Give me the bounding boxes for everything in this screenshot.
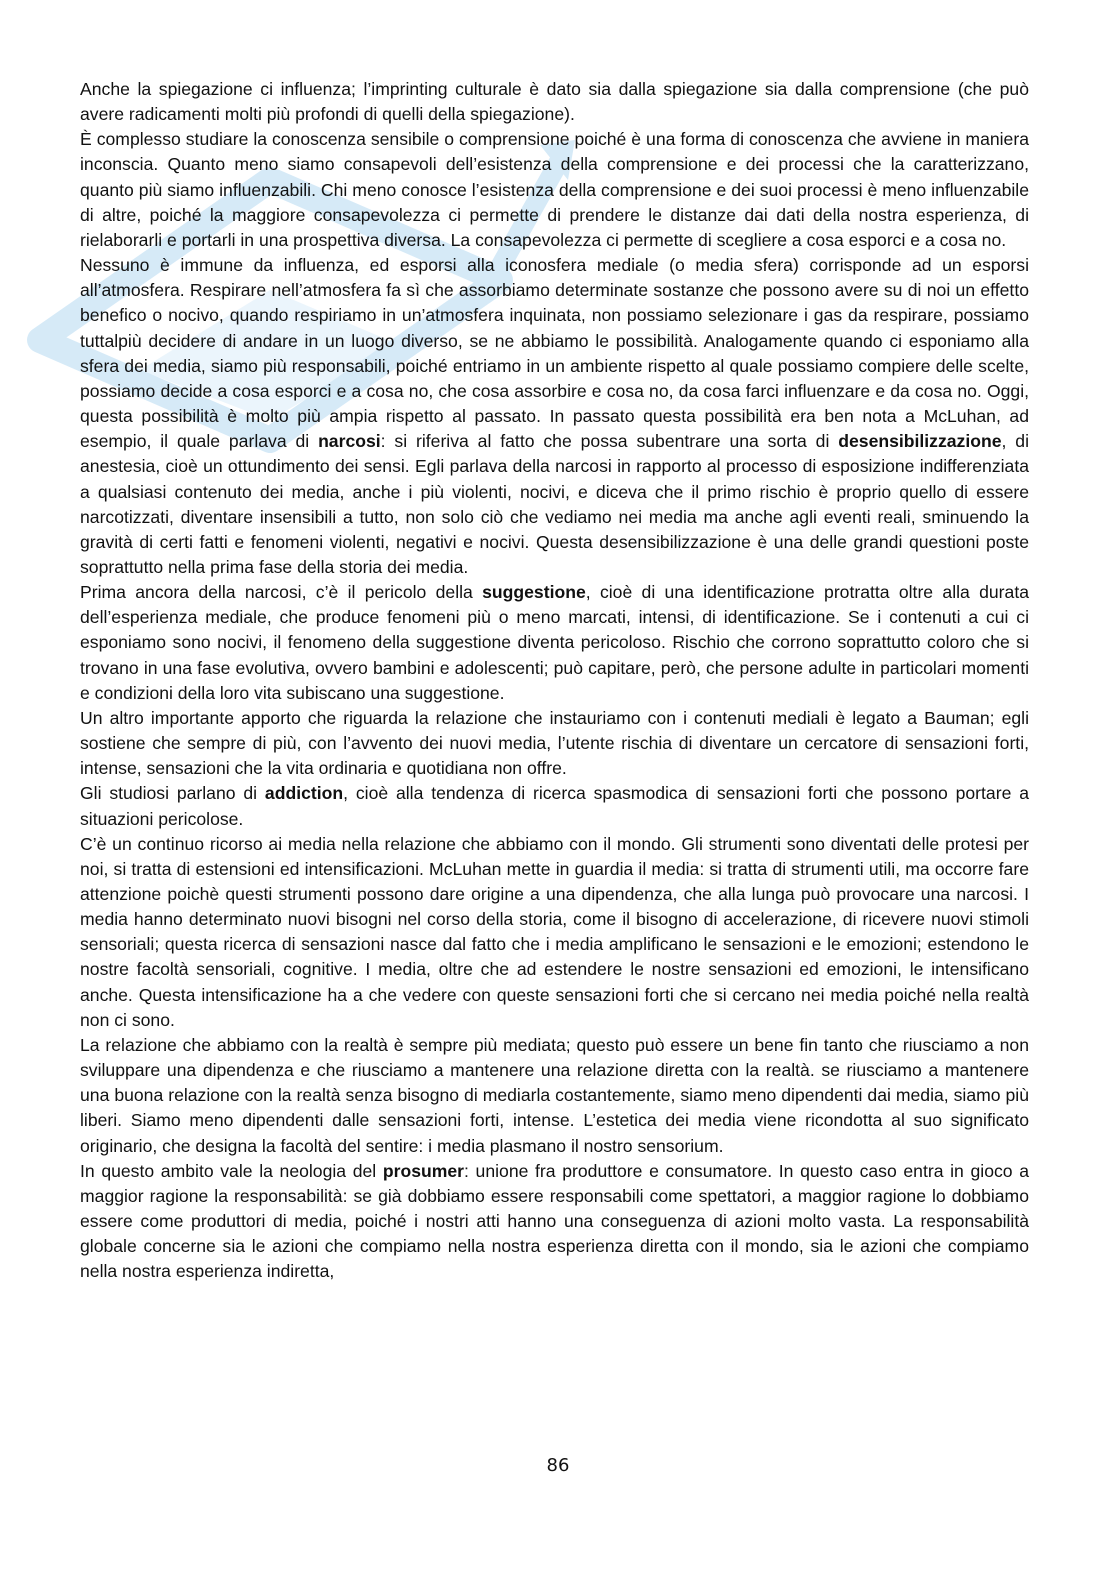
text-run: In questo ambito vale la neologia del [80,1160,383,1181]
text-run: È complesso studiare la conoscenza sensibile o comprensione poiché è una forma di conoscenza che avviene in maniera inconscia. Quanto meno siamo consapevoli dell’esistenza della comprensione e dei processi che la caratterizzano, quanto più siamo influenzabili. Chi meno conosce l’esistenza della comprensione e dei suoi processi è meno influenzabile di altre, poiché la maggiore consapevolezza ci permette di prendere le distanze dai dati della nostra esperienza, di rielaborarli e portarli in una prospettiva diversa. La consapevolezza ci permette di scegliere a cosa esporci e a cosa no. [80,129,1029,250]
document-body [80,77,1029,1285]
bold-term: addiction [264,783,344,804]
paragraph [80,706,1029,781]
paragraph [80,77,1029,127]
paragraph [80,253,1029,580]
text-run: , cioè alla tendenza di ricerca spasmodica di sensazioni forti che possono portare a situazioni pericolose. [80,783,1029,829]
paragraph [80,127,1029,253]
paragraph [80,580,1029,706]
paragraph [80,1033,1029,1159]
text-run: : unione fra produttore e consumatore. In questo caso entra in gioco a maggior ragione la responsabilità: se già dobbiamo essere responsabili come spettatori, a maggior ragione lo dobbiamo essere come produttori di media, poiché i nostri atti hanno una conseguenza di azioni molto vasta. La responsabilità globale concerne sia le azioni che compiamo nella nostra esperienza diretta con il mondo, sia le azioni che compiamo nella nostra esperienza indiretta, [80,1160,1029,1282]
paragraph [80,832,1029,1033]
paragraph [80,1159,1029,1285]
text-run: , cioè di una identificazione protratta oltre alla durata dell’esperienza mediale, che produce fenomeni più o meno marcati, intensi, di identificazione. Se i contenuti a cui ci esponiamo sono nocivi, il fenomeno della suggestione diventa pericoloso. Rischio che corrono soprattutto coloro che si trovano in una fase evolutiva, ovvero bambini e adolescenti; può capitare, però, che persone adulte in particolari momenti e condizioni della loro vita subiscano una suggestione. [80,582,1029,703]
text-run: Nessuno è immune da influenza, ed esporsi alla iconosfera mediale (o media sfera) corrisponde ad un esporsi all’atmosfera. Respirare nell’atmosfera fa sì che assorbiamo determinate sostanze che possono avere su di noi un effetto benefico o nocivo, quando respiriamo in un’atmosfera inquinata, non possiamo selezionare i gas da respirare, possiamo tuttalpiù decidere di andare in un luogo diverso, se ne abbiamo le possibilità. Analogamente quando ci esponiamo alla sfera dei media, siamo più responsabili, poiché entriamo in un ambiente rispetto al quale possiamo compiere delle scelte, possiamo decide a cosa esporci e a cosa no, che cosa assorbire e cosa no, da cosa farci influenzare e da cosa no. Oggi, questa possibilità è molto più ampia rispetto al passato. In passato questa possibilità era ben nota a McLuhan, ad esempio, il quale parlava di [80,255,1029,452]
text-run: Anche la spiegazione ci influenza; l’imprinting culturale è dato sia dalla spiegazione sia dalla comprensione (che può avere radicamenti molti più profondi di quelli della spiegazione). [80,79,1029,125]
page-number: 86 [546,1455,570,1476]
text-run: Gli studiosi parlano di [80,783,265,804]
text-run: Un altro importante apporto che riguarda la relazione che instauriamo con i contenuti mediali è legato a Bauman; egli sostiene che sempre di più, con l’avvento dei nuovi media, l’utente rischia di diventare un cercatore di sensazioni forti, intense, sensazioni che la vita ordinaria e quotidiana non offre. [80,707,1029,779]
bold-term: prosumer [382,1160,465,1181]
text-run: , di anestesia, cioè un ottundimento dei sensi. Egli parlava della narcosi in rapporto al processo di esposizione indifferenziata a qualsiasi contenuto dei media, anche i più violenti, nocivi, e diceva che il primo rischio è proprio quello di essere narcotizzati, diventare insensibili a tutto, non solo ciò che vediamo nei media ma anche agli eventi reali, sminuendo la gravità di certi fatti e fenomeni violenti, negativi e nocivi. Questa desensibilizzazione è una delle grandi questioni poste soprattutto nella prima fase della storia dei media. [80,431,1029,577]
text-run: : si riferiva al fatto che possa subentrare una sorta di [380,431,839,452]
text-run: La relazione che abbiamo con la realtà è sempre più mediata; questo può essere un bene fin tanto che riusciamo a non sviluppare una dipendenza e che riusciamo a mantenere una relazione diretta con la realtà. se riusciamo a mantenere una buona relazione con la realtà senza bisogno di mediarla costantemente, siamo meno dipendenti dai media, siamo più liberi. Siamo meno dipendenti dalle sensazioni forti, intense. L’estetica dei media viene ricondotta al suo significato originario, che designa la facoltà del sentire: i media plasmano il nostro sensorium. [80,1034,1029,1156]
bold-term: narcosi [318,431,381,452]
bold-term: suggestione [482,582,586,603]
text-run: C’è un continuo ricorso ai media nella relazione che abbiamo con il mondo. Gli strumenti sono diventati delle protesi per noi, si tratta di estensioni ed intensificazioni. McLuhan mette in guardia il media: si tratta di strumenti utili, ma occorre fare attenzione poichè questi strumenti possono dare origine a una dipendenza, che alla lunga può provocare una narcosi. I media hanno determinato nuovi bisogni nel corso della storia, come il bisogno di accelerazione, di ricevere nuovi stimoli sensoriali; questa ricerca di sensazioni nasce dal fatto che i media amplificano le sensazioni e le emozioni; estendono le nostre facoltà sensoriali, cognitive. I media, oltre che ad estendere le nostre sensazioni ed emozioni, le intensificano anche. Questa intensificazione ha a che vedere con queste sensazioni forti che si cercano nei media poiché nella realtà non ci sono. [80,833,1029,1030]
bold-term: desensibilizzazione [838,431,1002,452]
paragraph [80,781,1029,831]
text-run: Prima ancora della narcosi, c’è il pericolo della [80,582,483,603]
